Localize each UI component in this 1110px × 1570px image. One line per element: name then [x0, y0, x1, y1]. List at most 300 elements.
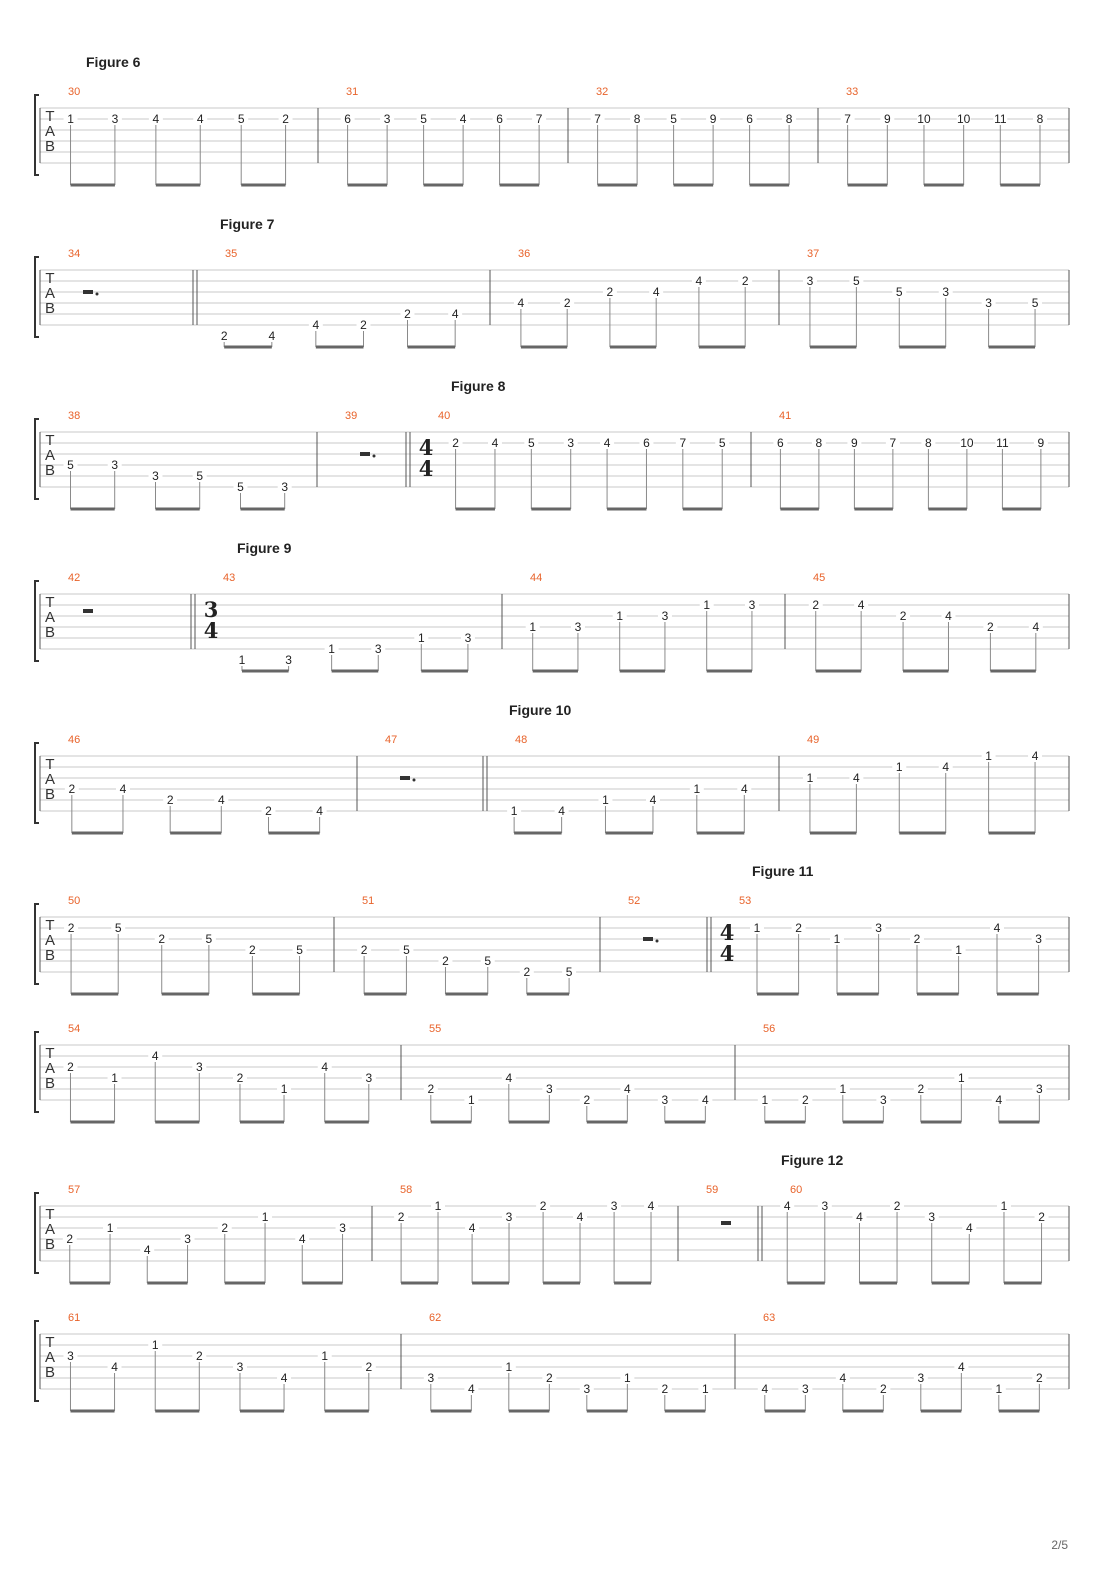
fret-number: 1	[602, 793, 609, 807]
fret-number: 2	[546, 1371, 553, 1385]
fret-number: 1	[753, 921, 761, 935]
fret-number: 3	[806, 274, 814, 288]
fret-number: 2	[661, 1382, 669, 1396]
measure-number: 32	[596, 86, 609, 98]
fret-number: 3	[67, 1349, 74, 1363]
fret-number: 4	[702, 1093, 709, 1107]
system-bracket	[35, 904, 39, 984]
fret-number: 4	[965, 1221, 973, 1235]
fret-number: 11	[996, 436, 1009, 450]
measure	[424, 1023, 713, 1122]
fret-number: 1	[238, 653, 246, 667]
fret-number: 3	[917, 1371, 925, 1385]
fret-number: 2	[987, 620, 994, 634]
measure	[64, 895, 306, 994]
fret-number: 1	[1000, 1199, 1008, 1213]
fret-number: 1	[106, 1221, 114, 1235]
measure	[63, 1312, 375, 1411]
fret-number: 3	[365, 1071, 373, 1085]
fret-number: 1	[995, 1382, 1003, 1396]
fret-number: 4	[761, 1382, 769, 1396]
fret-number: 4	[558, 804, 565, 818]
fret-number: 1	[955, 943, 962, 957]
fret-number: 3	[610, 1199, 618, 1213]
fret-number: 2	[249, 943, 256, 957]
fret-number: 4	[491, 436, 499, 450]
time-signature-bottom: 4	[418, 456, 434, 481]
fret-number: 4	[217, 793, 225, 807]
tab-clef-letter: A	[44, 771, 56, 788]
measure	[193, 248, 462, 347]
fret-number: 4	[468, 1382, 475, 1396]
fret-number: 1	[280, 1082, 288, 1096]
measure-number: 49	[807, 734, 820, 746]
system-bracket	[35, 257, 39, 337]
fret-number: 1	[985, 749, 992, 763]
measure-number: 33	[846, 86, 859, 98]
fret-number: 5	[237, 112, 245, 126]
fret-number: 8	[633, 112, 641, 126]
tab-clef-letter: A	[44, 447, 56, 464]
fret-number: 2	[523, 965, 531, 979]
fret-number: 3	[111, 112, 119, 126]
fret-number: 4	[505, 1071, 513, 1085]
fret-number: 4	[856, 1210, 863, 1224]
fret-number: 1	[67, 112, 74, 126]
fret-number: 4	[958, 1360, 965, 1374]
fret-number: 1	[328, 642, 335, 656]
fret-number: 5	[527, 436, 535, 450]
fret-number: 9	[1037, 436, 1045, 450]
measure-number: 41	[779, 410, 792, 422]
fret-number: 1	[895, 760, 903, 774]
fret-number: 4	[945, 609, 952, 623]
fret-number: 4	[459, 112, 467, 126]
fret-number: 4	[857, 598, 865, 612]
fret-number: 3	[464, 631, 472, 645]
fret-number: 3	[546, 1082, 553, 1096]
tab-clef-letter: B	[44, 624, 56, 641]
fret-number: 2	[360, 943, 368, 957]
figure-heading: Figure 10	[509, 702, 572, 718]
tab-clef-letter: A	[44, 1221, 56, 1238]
fret-number: 2	[583, 1093, 591, 1107]
tab-clef-letter: B	[44, 462, 56, 479]
fret-number: 2	[899, 609, 907, 623]
fret-number: 5	[484, 954, 492, 968]
fret-number: 1	[839, 1082, 847, 1096]
rest-icon	[83, 290, 93, 294]
fret-number: 2	[404, 307, 411, 321]
measure	[68, 248, 99, 296]
measure-number: 38	[68, 410, 81, 422]
measure	[628, 895, 659, 943]
system-bracket	[35, 1193, 39, 1273]
measure-number: 52	[628, 895, 641, 907]
fret-number: 3	[928, 1210, 936, 1224]
fret-number: 2	[282, 112, 289, 126]
tab-clef-letter: T	[45, 917, 55, 934]
measure-number: 58	[400, 1184, 413, 1196]
measure	[64, 410, 292, 509]
fret-number: 5	[895, 285, 903, 299]
fret-number: 1	[616, 609, 624, 623]
fret-number: 4	[196, 112, 204, 126]
fret-number: 4	[321, 1060, 329, 1074]
measure-number: 47	[385, 734, 398, 746]
fret-number: 4	[298, 1232, 306, 1246]
fret-number: 5	[114, 921, 122, 935]
measure-number: 53	[739, 895, 752, 907]
fret-number: 2	[158, 932, 166, 946]
fret-number: 10	[960, 436, 974, 450]
fret-number: 3	[567, 436, 575, 450]
tab-system	[35, 1152, 1069, 1283]
measure	[424, 1312, 713, 1411]
rest-icon	[721, 1221, 731, 1225]
fret-number: 5	[205, 932, 213, 946]
fret-number: 2	[802, 1093, 809, 1107]
fret-number: 2	[812, 598, 820, 612]
fret-number: 3	[281, 480, 289, 494]
measure-number: 46	[68, 734, 81, 746]
fret-number: 8	[1036, 112, 1044, 126]
tab-clef-letter: A	[44, 1349, 56, 1366]
fret-number: 1	[111, 1071, 118, 1085]
system-bracket	[35, 743, 39, 823]
tab-clef-letter: B	[44, 786, 56, 803]
fret-number: 2	[880, 1382, 887, 1396]
system-bracket	[35, 95, 39, 175]
measure	[773, 410, 1047, 509]
fret-number: 11	[994, 112, 1007, 126]
fret-number: 9	[851, 436, 858, 450]
measure-number: 56	[763, 1023, 776, 1035]
fret-number: 3	[505, 1210, 513, 1224]
measure-number: 60	[790, 1184, 803, 1196]
fret-number: 3	[195, 1060, 203, 1074]
measure-number: 57	[68, 1184, 81, 1196]
tab-clef-letter: B	[44, 1075, 56, 1092]
fret-number: 4	[647, 1199, 655, 1213]
rest-icon	[643, 937, 653, 941]
tab-clef-letter: T	[45, 1334, 55, 1351]
tab-system	[35, 216, 1069, 347]
fret-number: 3	[184, 1232, 191, 1246]
rest-icon	[83, 609, 93, 613]
measure-number: 37	[807, 248, 820, 260]
fret-number: 4	[839, 1371, 847, 1385]
tab-clef-letter: B	[44, 1236, 56, 1253]
measure	[591, 86, 797, 185]
fret-number: 4	[649, 793, 657, 807]
fret-number: 1	[529, 620, 537, 634]
fret-number: 5	[196, 469, 204, 483]
fret-number: 3	[574, 620, 582, 634]
fret-number: 5	[853, 274, 860, 288]
fret-number: 5	[403, 943, 410, 957]
tab-clef-letter: A	[44, 123, 56, 140]
measure-number: 39	[345, 410, 358, 422]
measure	[63, 1023, 375, 1122]
fret-number: 2	[741, 274, 749, 288]
fret-number: 4	[624, 1082, 631, 1096]
fret-number: 2	[397, 1210, 405, 1224]
fret-number: 4	[1031, 749, 1039, 763]
tab-clef-letter: T	[45, 270, 55, 287]
fret-number: 2	[236, 1071, 244, 1085]
tab-clef-letter: B	[44, 300, 56, 317]
fret-number: 3	[1035, 932, 1042, 946]
fret-number: 5	[718, 436, 726, 450]
fret-number: 4	[576, 1210, 584, 1224]
tab-clef-letter: B	[44, 947, 56, 964]
fret-number: 4	[517, 296, 525, 310]
measure-number: 44	[530, 572, 543, 584]
time-signature-top: 4	[719, 920, 735, 945]
fret-number: 1	[806, 771, 814, 785]
fret-number: 3	[821, 1199, 829, 1213]
fret-number: 6	[344, 112, 351, 126]
figure-heading: Figure 8	[451, 378, 506, 394]
measure	[63, 1184, 350, 1283]
fret-number: 7	[535, 112, 543, 126]
tab-clef-letter: A	[44, 285, 56, 302]
figure-heading: Figure 7	[220, 216, 275, 232]
fret-number: 5	[1031, 296, 1039, 310]
rest-dot	[656, 940, 659, 943]
measure	[803, 248, 1042, 347]
fret-number: 3	[875, 921, 882, 935]
fret-number: 7	[844, 112, 851, 126]
fret-number: 9	[883, 112, 891, 126]
tab-system	[35, 540, 1069, 671]
fret-number: 4	[451, 307, 459, 321]
measure-number: 54	[68, 1023, 81, 1035]
fret-number: 1	[693, 782, 701, 796]
rest-icon	[400, 776, 410, 780]
fret-number: 1	[151, 1338, 159, 1352]
fret-number: 5	[420, 112, 427, 126]
tab-system	[35, 378, 1069, 509]
fret-number: 1	[833, 932, 841, 946]
measure	[514, 248, 752, 347]
fret-number: 2	[195, 1349, 203, 1363]
measure	[758, 1312, 1047, 1411]
tab-system	[35, 1023, 1069, 1122]
fret-number: 2	[893, 1199, 901, 1213]
rest-dot	[373, 455, 376, 458]
fret-number: 7	[679, 436, 687, 450]
fret-number: 3	[285, 653, 292, 667]
fret-number: 2	[166, 793, 174, 807]
fret-number: 4	[853, 771, 860, 785]
tab-clef-letter: A	[44, 1060, 56, 1077]
measure-number: 45	[813, 572, 826, 584]
measure	[758, 1184, 1049, 1283]
rest-dot	[413, 779, 416, 782]
measure-number: 36	[518, 248, 531, 260]
measure	[64, 86, 293, 185]
measure	[191, 572, 475, 671]
fret-number: 2	[442, 954, 449, 968]
fret-number: 1	[434, 1199, 442, 1213]
fret-number: 2	[427, 1082, 435, 1096]
fret-number: 2	[365, 1360, 373, 1374]
fret-number: 4	[268, 329, 276, 343]
tab-clef-letter: T	[45, 1206, 55, 1223]
fret-number: 6	[496, 112, 503, 126]
fret-number: 2	[1038, 1210, 1045, 1224]
measure-number: 51	[362, 895, 375, 907]
measure-number: 34	[68, 248, 81, 260]
fret-number: 4	[740, 782, 748, 796]
fret-number: 4	[119, 782, 127, 796]
fret-number: 7	[594, 112, 601, 126]
measure	[526, 572, 759, 671]
tab-clef-letter: T	[45, 108, 55, 125]
fret-number: 3	[383, 112, 391, 126]
fret-number: 2	[220, 329, 228, 343]
measure-number: 61	[68, 1312, 81, 1324]
fret-number: 2	[452, 436, 459, 450]
measure	[357, 895, 576, 994]
fret-number: 2	[563, 296, 571, 310]
fret-number: 4	[942, 760, 950, 774]
fret-number: 3	[880, 1093, 887, 1107]
fret-number: 1	[261, 1210, 269, 1224]
fret-number: 3	[152, 469, 159, 483]
rest-icon	[360, 452, 370, 456]
fret-number: 10	[917, 112, 931, 126]
fret-number: 1	[321, 1349, 329, 1363]
measure-number: 59	[706, 1184, 719, 1196]
measure	[803, 734, 1042, 833]
fret-number: 4	[695, 274, 703, 288]
fret-number: 2	[221, 1221, 229, 1235]
rest-dot	[96, 293, 99, 296]
fret-number: 1	[510, 804, 518, 818]
measure	[406, 410, 729, 509]
fret-number: 1	[624, 1371, 631, 1385]
measure	[68, 572, 93, 613]
fret-number: 2	[539, 1199, 547, 1213]
fret-number: 3	[236, 1360, 244, 1374]
measure	[483, 734, 751, 833]
fret-number: 4	[783, 1199, 791, 1213]
tab-clef-letter: B	[44, 1364, 56, 1381]
measure-number: 55	[429, 1023, 442, 1035]
fret-number: 1	[703, 598, 711, 612]
fret-number: 3	[748, 598, 756, 612]
system-bracket	[35, 1032, 39, 1112]
figure-heading: Figure 6	[86, 54, 141, 70]
fret-number: 4	[652, 285, 660, 299]
fret-number: 2	[67, 921, 75, 935]
measure	[341, 86, 547, 185]
fret-number: 4	[468, 1221, 476, 1235]
fret-number: 4	[316, 804, 323, 818]
figure-heading: Figure 11	[752, 863, 814, 879]
fret-number: 8	[925, 436, 932, 450]
tab-system	[35, 863, 1069, 994]
fret-number: 2	[66, 1232, 74, 1246]
fret-number: 4	[995, 1093, 1003, 1107]
tab-system	[35, 1312, 1069, 1411]
fret-number: 3	[942, 285, 950, 299]
fret-number: 1	[958, 1071, 965, 1085]
fret-number: 2	[1036, 1371, 1043, 1385]
fret-number: 4	[1032, 620, 1040, 634]
measure	[706, 1184, 731, 1225]
measure-number: 50	[68, 895, 81, 907]
measure-number: 48	[515, 734, 528, 746]
fret-number: 2	[265, 804, 272, 818]
system-bracket	[35, 1321, 39, 1401]
fret-number: 2	[917, 1082, 925, 1096]
fret-number: 7	[889, 436, 897, 450]
tab-clef-letter: A	[44, 932, 56, 949]
fret-number: 1	[702, 1382, 709, 1396]
fret-number: 5	[296, 943, 303, 957]
fret-number: 3	[661, 1093, 669, 1107]
fret-number: 1	[468, 1093, 475, 1107]
measure	[65, 734, 327, 833]
measure	[394, 1184, 658, 1283]
fret-number: 6	[746, 112, 753, 126]
measure	[707, 895, 1046, 994]
time-signature-bottom: 4	[719, 941, 735, 966]
measure-number: 30	[68, 86, 81, 98]
tab-system	[35, 702, 1069, 833]
fret-number: 5	[670, 112, 677, 126]
fret-number: 3	[339, 1221, 346, 1235]
measure-number: 35	[225, 248, 238, 260]
measure-number: 63	[763, 1312, 776, 1324]
fret-number: 4	[993, 921, 1001, 935]
fret-number: 2	[795, 921, 802, 935]
fret-number: 4	[603, 436, 611, 450]
system-bracket	[35, 581, 39, 661]
measure	[385, 734, 416, 782]
fret-number: 9	[709, 112, 717, 126]
fret-number: 3	[111, 458, 119, 472]
measure-number: 62	[429, 1312, 442, 1324]
tab-clef-letter: B	[44, 138, 56, 155]
fret-number: 3	[661, 609, 669, 623]
fret-number: 8	[785, 112, 793, 126]
fret-number: 1	[761, 1093, 769, 1107]
fret-number: 3	[427, 1371, 435, 1385]
fret-number: 2	[68, 782, 76, 796]
tab-system	[35, 54, 1069, 185]
fret-number: 5	[565, 965, 573, 979]
measure-number: 40	[438, 410, 451, 422]
fret-number: 2	[67, 1060, 74, 1074]
time-signature-top: 3	[203, 597, 219, 622]
fret-number: 4	[280, 1371, 288, 1385]
tab-clef-letter: T	[45, 756, 55, 773]
fret-number: 4	[152, 112, 160, 126]
fret-number: 3	[1036, 1082, 1043, 1096]
figure-heading: Figure 9	[237, 540, 292, 556]
measure	[758, 1023, 1047, 1122]
fret-number: 3	[985, 296, 992, 310]
measure	[809, 572, 1043, 671]
fret-number: 10	[956, 112, 971, 126]
measure-number: 42	[68, 572, 81, 584]
fret-number: 2	[913, 932, 921, 946]
